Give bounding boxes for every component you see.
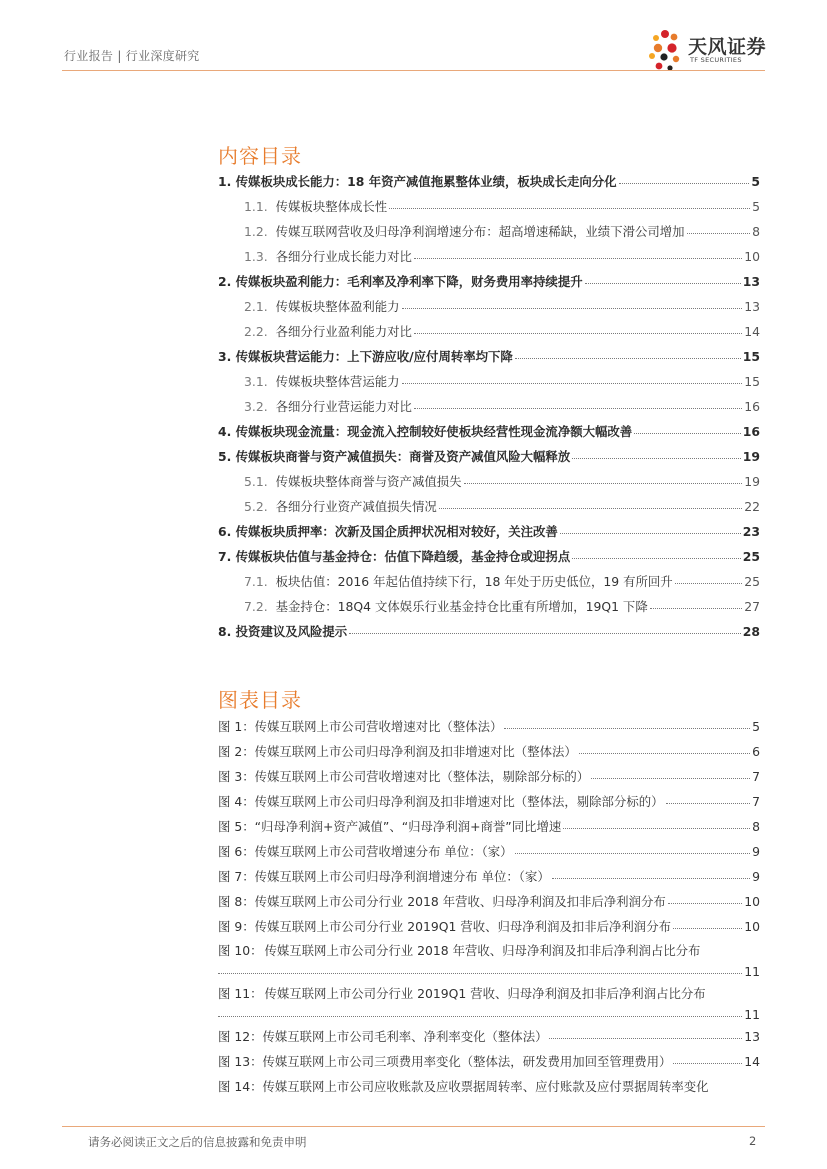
toc-subentry[interactable]: 2.2. 各细分行业盈利能力对比 14: [218, 322, 760, 342]
figure-entry[interactable]: 图 14： 传媒互联网上市公司应收账款及应收票据周转率、应付账款及应付票据周转率变化: [218, 1079, 709, 1094]
toc-subentry[interactable]: 1.3. 各细分行业成长能力对比 10: [218, 247, 760, 267]
toc-title: 内容目录: [218, 144, 302, 168]
toc-subentry[interactable]: 3.2. 各细分行业营运能力对比 16: [218, 397, 760, 417]
figure-entry[interactable]: 图 10： 传媒互联网上市公司分行业 2018 年营收、归母净利润及扣非后净利润占比分布 11: [218, 943, 760, 979]
toc-entry[interactable]: 3. 传媒板块营运能力：上下游应收/应付周转率均下降 15: [218, 347, 760, 367]
figure-entry[interactable]: 图 12： 传媒互联网上市公司毛利率、净利率变化（整体法） 13: [218, 1027, 760, 1047]
figure-entry[interactable]: 图 13： 传媒互联网上市公司三项费用率变化（整体法，研发费用加回至管理费用） 14: [218, 1052, 760, 1072]
header-divider: [62, 70, 765, 71]
toc-subentry[interactable]: 5.2. 各细分行业资产减值损失情况 22: [218, 497, 760, 517]
figure-entry[interactable]: 图 3： 传媒互联网上市公司营收增速对比（整体法，剔除部分标的） 7: [218, 767, 760, 787]
figure-entry[interactable]: 图 7： 传媒互联网上市公司归母净利润增速分布 单位：（家） 9: [218, 867, 760, 887]
toc-entry[interactable]: 4. 传媒板块现金流量：现金流入控制较好使板块经营性现金流净额大幅改善 16: [218, 422, 760, 442]
toc-subentry[interactable]: 7.2. 基金持仓：18Q4 文体娱乐行业基金持仓比重有所增加，19Q1 下降 27: [218, 597, 760, 617]
toc-subentry[interactable]: 2.1. 传媒板块整体盈利能力 13: [218, 297, 760, 317]
toc-entry[interactable]: 5. 传媒板块商誉与资产减值损失：商誉及资产减值风险大幅释放 19: [218, 447, 760, 467]
toc-subentry[interactable]: 5.1. 传媒板块整体商誉与资产减值损失 19: [218, 472, 760, 492]
figure-entry[interactable]: 图 9： 传媒互联网上市公司分行业 2019Q1 营收、归母净利润及扣非后净利润分布 10: [218, 917, 760, 937]
page-number: 2: [749, 1134, 757, 1148]
figure-entry[interactable]: 图 5： “归母净利润+资产减值”、“归母净利润+商誉”同比增速 8: [218, 817, 760, 837]
flower-logo-icon: [648, 28, 688, 72]
figure-entry[interactable]: 图 2： 传媒互联网上市公司归母净利润及扣非增速对比（整体法） 6: [218, 742, 760, 762]
header-breadcrumb: 行业报告 | 行业深度研究: [64, 49, 200, 63]
toc-subentry[interactable]: 3.1. 传媒板块整体营运能力 15: [218, 372, 760, 392]
company-logo: [648, 28, 768, 72]
logo-name: 天风证券: [688, 36, 767, 58]
toc-entry[interactable]: 7. 传媒板块估值与基金持仓：估值下降趋缓，基金持仓或迎拐点 25: [218, 547, 760, 567]
figure-entry[interactable]: 图 11： 传媒互联网上市公司分行业 2019Q1 营收、归母净利润及扣非后净利润占比分布 11: [218, 986, 760, 1022]
footer-disclaimer: 请务必阅读正文之后的信息披露和免责申明: [88, 1135, 307, 1149]
logo-subtitle: TF SECURITIES: [690, 56, 742, 64]
toc-subentry[interactable]: 1.1. 传媒板块整体成长性 5: [218, 197, 760, 217]
toc-entry[interactable]: 2. 传媒板块盈利能力：毛利率及净利率下降，财务费用率持续提升 13: [218, 272, 760, 292]
footer-divider: [62, 1126, 765, 1127]
toc-entry[interactable]: 6. 传媒板块质押率：次新及国企质押状况相对较好，关注改善 23: [218, 522, 760, 542]
figure-entry[interactable]: 图 1： 传媒互联网上市公司营收增速对比（整体法） 5: [218, 717, 760, 737]
toc-subentry[interactable]: 1.2. 传媒互联网营收及归母净利润增速分布：超高增速稀缺，业绩下滑公司增加 8: [218, 222, 760, 242]
toc-entry[interactable]: 8. 投资建议及风险提示 28: [218, 622, 760, 642]
figures-title: 图表目录: [218, 688, 302, 712]
figure-entry[interactable]: 图 6： 传媒互联网上市公司营收增速分布 单位：（家） 9: [218, 842, 760, 862]
figure-entry[interactable]: 图 8： 传媒互联网上市公司分行业 2018 年营收、归母净利润及扣非后净利润分布 10: [218, 892, 760, 912]
figure-entry[interactable]: 图 4： 传媒互联网上市公司归母净利润及扣非增速对比（整体法，剔除部分标的） 7: [218, 792, 760, 812]
toc-entry[interactable]: 1. 传媒板块成长能力：18 年资产减值拖累整体业绩，板块成长走向分化 5: [218, 172, 760, 192]
toc-subentry[interactable]: 7.1. 板块估值：2016 年起估值持续下行，18 年处于历史低位，19 有所回升 25: [218, 572, 760, 592]
